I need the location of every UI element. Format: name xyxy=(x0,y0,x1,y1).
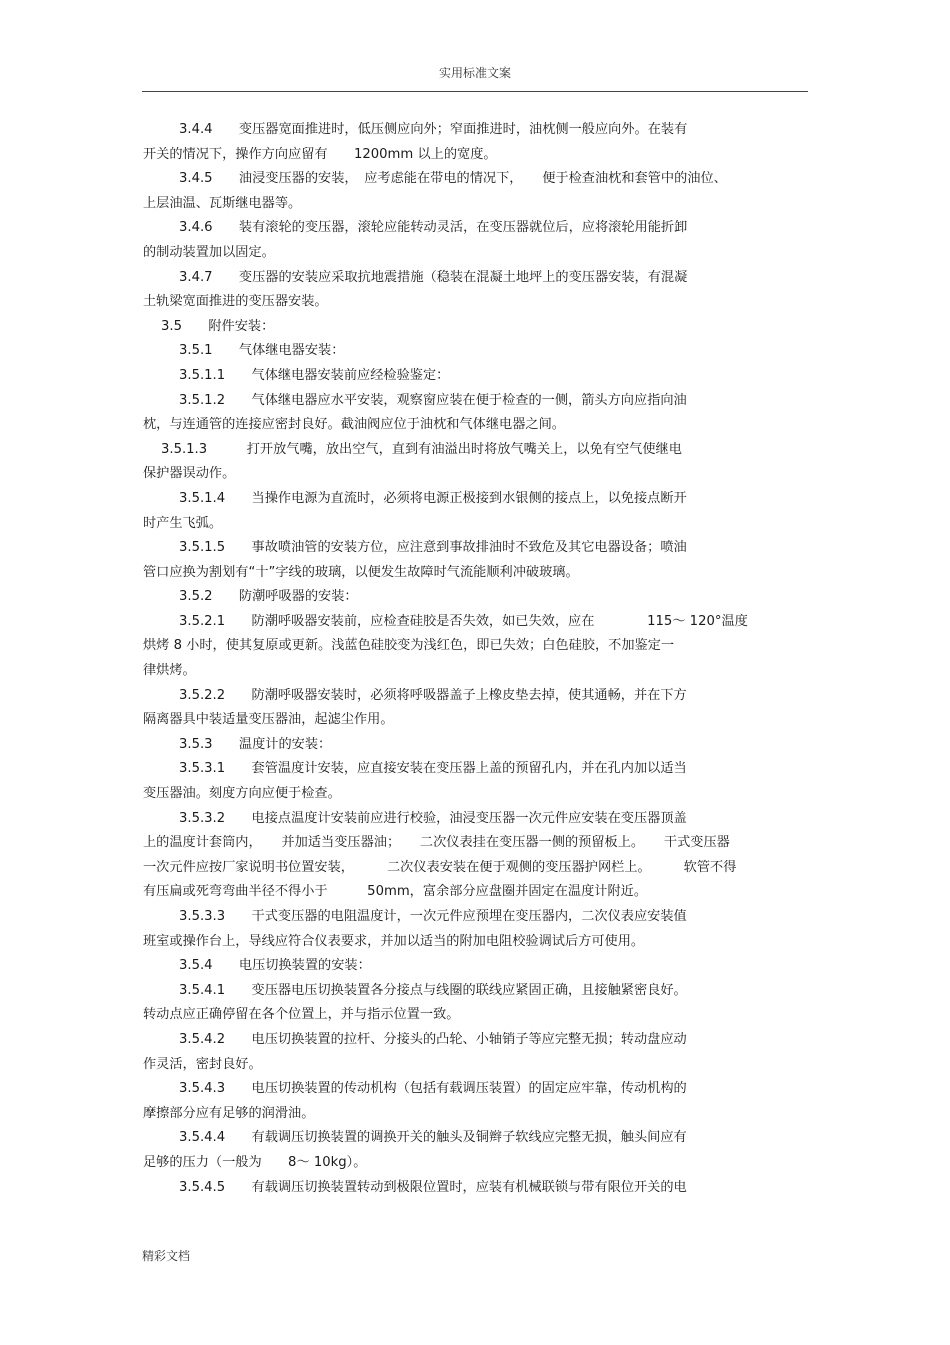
paragraph xyxy=(143,1176,808,1201)
paragraph xyxy=(143,585,808,610)
paragraph xyxy=(143,1126,808,1175)
paragraph-line: 枕，与连通管的连接应密封良好。截油阀应位于油枕和气体继电器之间。 xyxy=(143,417,565,433)
paragraph xyxy=(143,389,808,438)
paragraph-line: 3.5.4.2 电压切换装置的拉杆、分接头的凸轮、小轴销子等应完整无损；转动盘应动 xyxy=(179,1031,687,1047)
paragraph-line: 3.5.4.3 电压切换装置的传动机构（包括有载调压装置）的固定应牢靠，传动机构的 xyxy=(179,1081,687,1097)
header-divider xyxy=(142,91,808,92)
paragraph-line: 3.4.4 变压器宽面推进时，低压侧应向外；窄面推进时，油枕侧一般应向外。在装有 xyxy=(179,122,688,137)
paragraph-line: 管口应换为割划有“十”字线的玻璃，以便发生故障时气流能顺利冲破玻璃。 xyxy=(143,564,579,580)
paragraph-line: 有压扁或死弯弯曲半径不得小于 50mm，富余部分应盘圈并固定在温度计附近。 xyxy=(143,884,648,900)
paragraph-line: 3.5.3.2 电接点温度计安装前应进行校验，油浸变压器一次元件应安装在变压器顶盖 xyxy=(179,810,687,826)
paragraph-line: 3.5.1 气体继电器安装： xyxy=(179,343,345,359)
paragraph-line: 3.5.1.1 气体继电器安装前应经检验鉴定： xyxy=(179,367,450,383)
paragraph xyxy=(143,536,808,585)
paragraph-line: 3.5.3 温度计的安装： xyxy=(179,736,332,752)
paragraph-line: 3.5.4.5 有载调压切换装置转动到极限位置时，应装有机械联锁与带有限位开关的电 xyxy=(179,1179,687,1195)
paragraph-line: 3.5.3.3 干式变压器的电阻温度计，一次元件应预埋在变压器内，二次仪表应安装值 xyxy=(179,909,687,924)
paragraph xyxy=(143,438,808,487)
paragraph xyxy=(143,979,808,1028)
paragraph-line: 律烘烤。 xyxy=(143,663,196,679)
paragraph xyxy=(143,118,808,167)
paragraph-line: 变压器油。刻度方向应便于检查。 xyxy=(143,786,341,802)
paragraph-line: 3.5.2.1 防潮呼吸器安装前，应检查硅胶是否失效，如已失效，应在 115～ 120°温度 xyxy=(179,613,748,629)
paragraph xyxy=(143,339,808,364)
paragraph xyxy=(143,216,808,265)
paragraph xyxy=(143,733,808,758)
paragraph xyxy=(143,364,808,389)
paragraph-line: 作灵活，密封良好。 xyxy=(143,1056,262,1072)
page-footer-text: 精彩文档 xyxy=(142,1249,191,1263)
paragraph xyxy=(143,684,808,733)
paragraph-line: 转动点应正确停留在各个位置上，并与指示位置一致。 xyxy=(143,1007,460,1023)
paragraph-line: 3.5.2.2 防潮呼吸器安装时，必须将呼吸器盖子上橡皮垫去掉，使其通畅，并在下方 xyxy=(179,687,687,703)
paragraph xyxy=(143,905,808,954)
paragraph-line: 足够的压力（一般为 8～ 10kg）。 xyxy=(143,1154,367,1170)
page-header-title: 实用标准文案 xyxy=(438,66,511,80)
paragraph-line: 的制动装置加以固定。 xyxy=(143,244,275,260)
paragraph xyxy=(143,807,808,905)
paragraph xyxy=(143,266,808,315)
paragraph-line: 3.5.1.3 打开放气嘴，放出空气，直到有油溢出时将放气嘴关上，以免有空气使继电 xyxy=(161,441,682,457)
paragraph-line: 3.5.4.1 变压器电压切换装置各分接点与线圈的联线应紧固正确，且接触紧密良好。 xyxy=(179,982,687,998)
paragraph xyxy=(143,757,808,806)
paragraph xyxy=(143,954,808,979)
paragraph-line: 3.5.1.5 事故喷油管的安装方位，应注意到事故排油时不致危及其它电器设备；喷油 xyxy=(179,540,687,556)
paragraph-line: 3.4.7 变压器的安装应采取抗地震措施（稳装在混凝土地坪上的变压器安装，有混凝 xyxy=(179,269,688,285)
paragraph-line: 3.5.4.4 有载调压切换装置的调换开关的触头及铜辫子软线应完整无损，触头间应有 xyxy=(179,1130,687,1146)
paragraph xyxy=(143,167,808,216)
paragraph-line: 烘烤 8 小时，使其复原或更新。浅蓝色硅胶变为浅红色，即已失效；白色硅胶，不加鉴定一 xyxy=(143,638,675,654)
paragraph-line: 摩擦部分应有足够的润滑油。 xyxy=(143,1105,315,1121)
paragraph-line: 隔离器具中装适量变压器油，起滤尘作用。 xyxy=(143,712,394,728)
paragraph-line: 班室或操作台上，导线应符合仪表要求，并加以适当的附加电阻校验调试后方可使用。 xyxy=(143,933,645,949)
paragraph xyxy=(143,315,808,340)
paragraph-line: 保护器误动作。 xyxy=(143,466,236,482)
paragraph-line: 开关的情况下，操作方向应留有 1200mm 以上的宽度。 xyxy=(143,146,497,162)
paragraph-line: 3.5.4 电压切换装置的安装： xyxy=(179,958,371,974)
paragraph-line: 时产生飞弧。 xyxy=(143,515,223,531)
paragraph-line: 土轨梁宽面推进的变压器安装。 xyxy=(143,294,328,310)
paragraph-line: 一次元件应按厂家说明书位置安装， 二次仪表安装在便于观侧的变压器护网栏上。 软管不得 xyxy=(143,859,737,875)
paragraph-line: 上的温度计套筒内， 并加适当变压器油； 二次仪表挂在变压器一侧的预留板上。 干式变压器 xyxy=(143,835,730,851)
paragraph xyxy=(143,487,808,536)
paragraph-line: 3.5.2 防潮呼吸器的安装： xyxy=(179,589,358,605)
paragraph xyxy=(143,1077,808,1126)
paragraph-line: 3.5.3.1 套管温度计安装，应直接安装在变压器上盖的预留孔内，并在孔内加以适当 xyxy=(179,761,687,777)
paragraph-line: 3.4.6 装有滚轮的变压器，滚轮应能转动灵活，在变压器就位后，应将滚轮用能折卸 xyxy=(179,220,688,236)
paragraph xyxy=(143,1028,808,1077)
paragraph-line: 上层油温、瓦斯继电器等。 xyxy=(143,195,302,211)
paragraph xyxy=(143,610,808,684)
paragraph-line: 3.5 附件安装： xyxy=(161,318,275,334)
document-body xyxy=(143,118,808,1200)
paragraph-line: 3.5.1.4 当操作电源为直流时，必须将电源正极接到水银侧的接点上，以免接点断开 xyxy=(179,490,687,506)
paragraph-line: 3.4.5 油浸变压器的安装， 应考虑能在带电的情况下， 便于检查油枕和套管中的油位、 xyxy=(179,171,727,187)
paragraph-line: 3.5.1.2 气体继电器应水平安装，观察窗应装在便于检查的一侧，箭头方向应指向油 xyxy=(179,392,687,408)
